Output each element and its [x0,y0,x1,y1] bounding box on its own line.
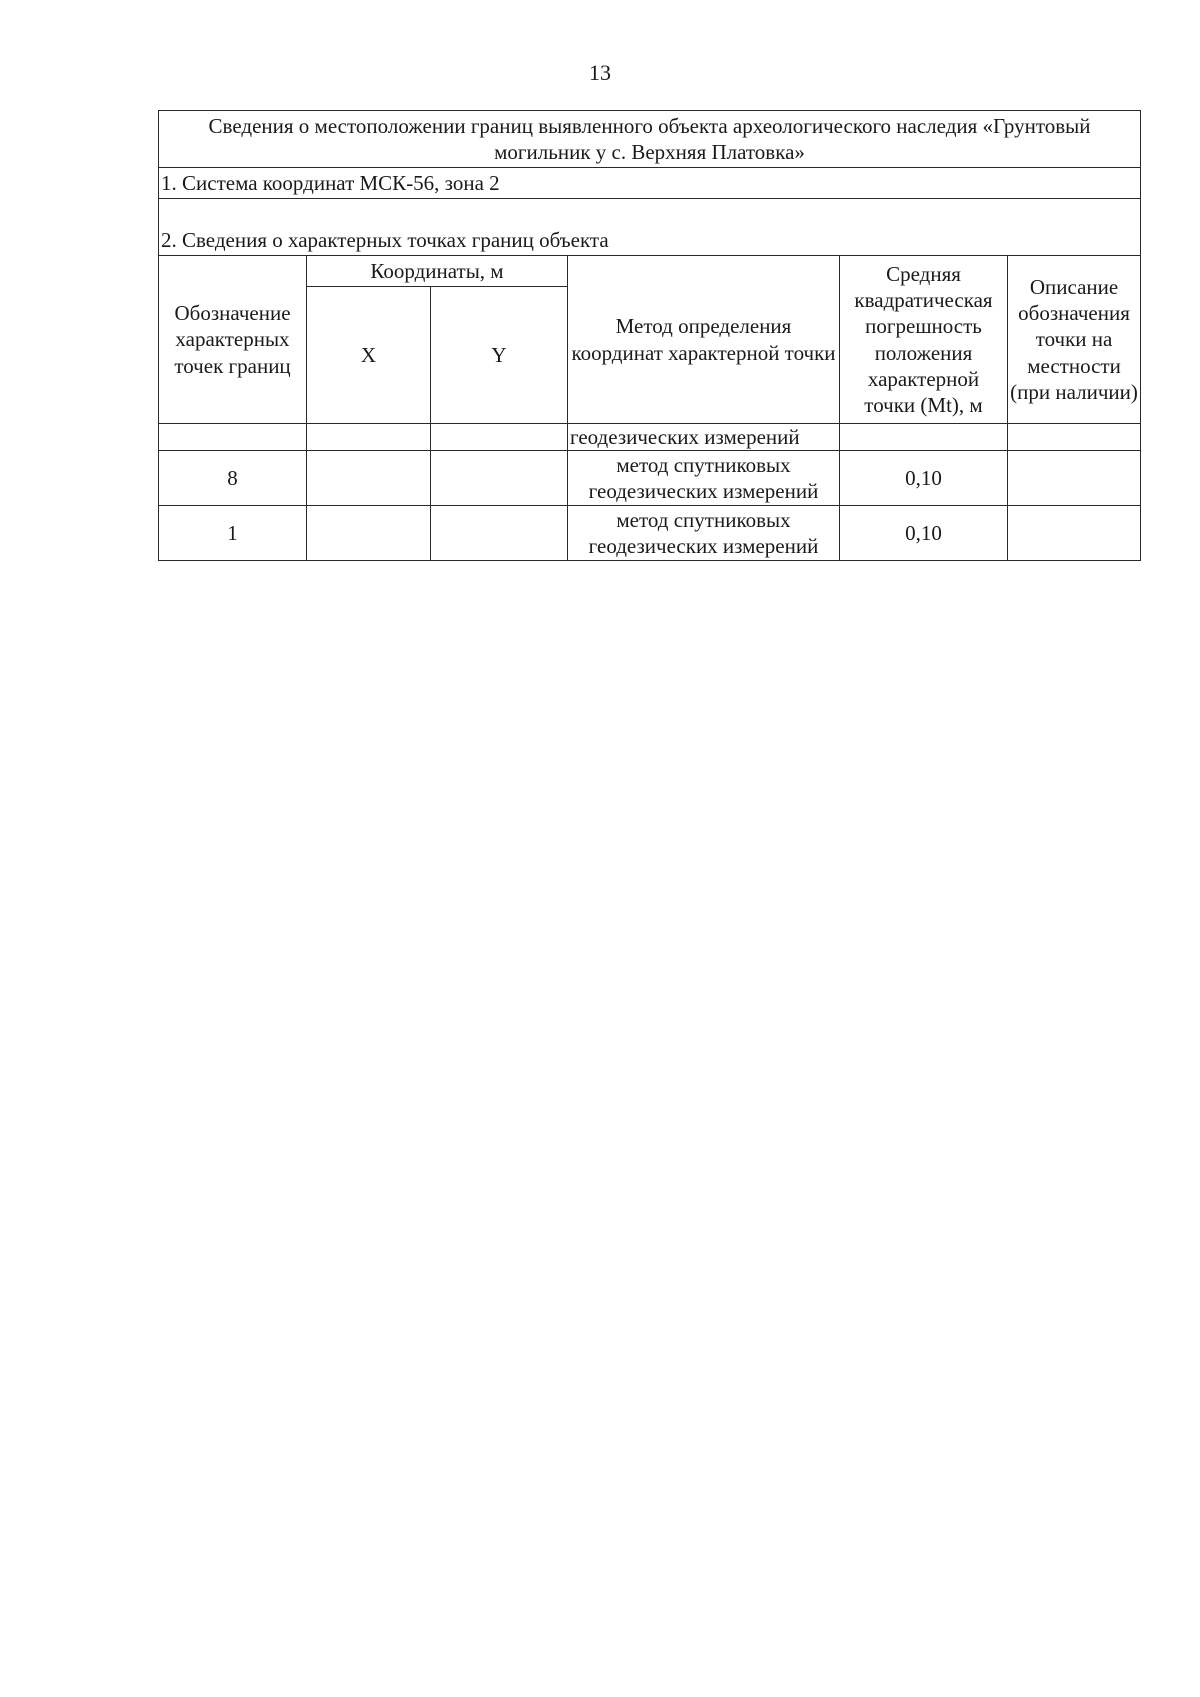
cell-description [1008,506,1141,561]
cell-y [431,451,568,506]
cell-y [431,424,568,451]
cell-description [1008,424,1141,451]
table-row [159,451,1141,506]
points-info-row [159,199,1141,256]
header-error: Средняя квадратическая погрешность положения характерной точки (Mt), м [840,256,1008,424]
cell-point [159,424,307,451]
header-coordinates: Координаты, м [307,256,568,287]
header-y: Y [431,287,568,424]
header-row-1 [159,256,1141,287]
cell-x [307,506,431,561]
cell-method: метод спутниковых геодезических измерений [568,506,840,561]
table-row [159,424,1141,451]
cell-description [1008,451,1141,506]
cell-point: 1 [159,506,307,561]
table-title: Сведения о местоположении границ выявленного объекта археологического наследия «Грунтовый могильник у с. Верхняя Платовка» [159,111,1141,168]
cell-y [431,506,568,561]
points-info: 2. Сведения о характерных точках границ объекта [159,199,1141,256]
table-title-row [159,111,1141,168]
table-row [159,506,1141,561]
cell-point: 8 [159,451,307,506]
cell-method: метод спутниковых геодезических измерений [568,451,840,506]
cell-x [307,424,431,451]
header-description: Описание обозначения точки на местности (при наличии) [1008,256,1141,424]
coordinate-system-row [159,168,1141,199]
cell-method: геодезических измерений [568,424,840,451]
boundary-coordinates-table [158,110,1141,561]
header-method: Метод определения координат характерной точки [568,256,840,424]
coordinate-system: 1. Система координат МСК-56, зона 2 [159,168,1141,199]
page-number: 13 [589,60,611,85]
cell-error: 0,10 [840,451,1008,506]
cell-error: 0,10 [840,506,1008,561]
header-x: X [307,287,431,424]
header-point-designation: Обозначение характерных точек границ [159,256,307,424]
cell-x [307,451,431,506]
cell-error [840,424,1008,451]
